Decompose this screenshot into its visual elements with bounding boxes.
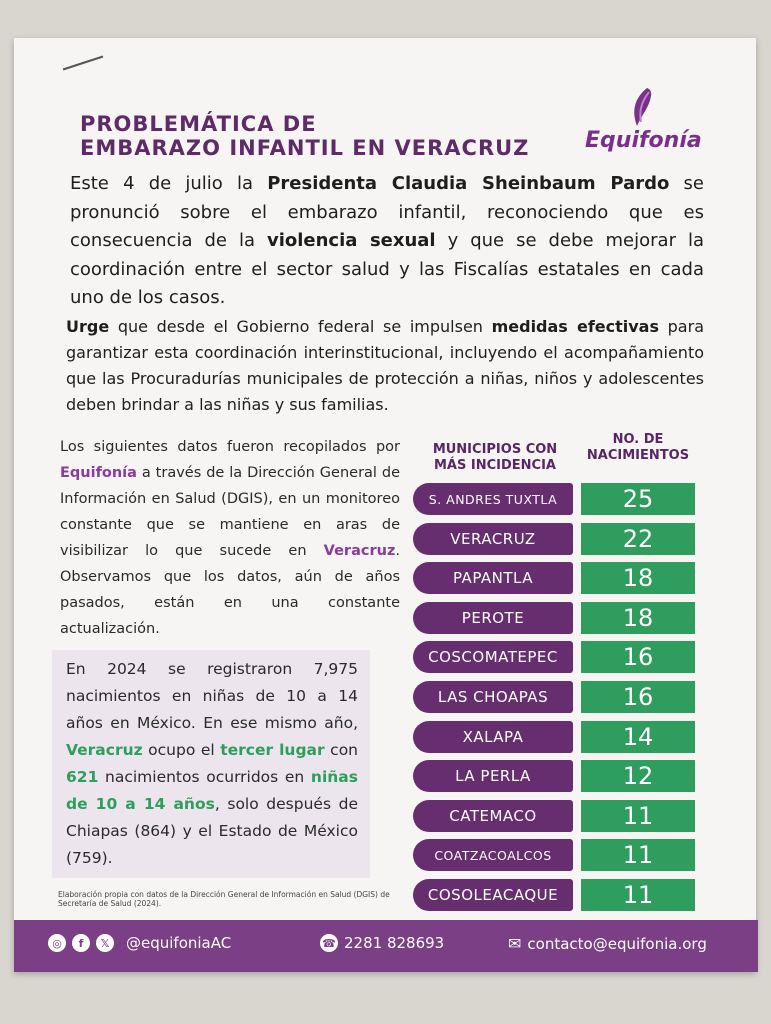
nacimientos-value: 16 [581, 641, 695, 673]
footer-bar [14, 920, 758, 972]
intro-paragraph [70, 170, 704, 313]
municipio-name: COATZACOALCOS [413, 839, 573, 871]
phone-group [320, 934, 444, 952]
table-row [413, 681, 697, 713]
table-row [413, 800, 697, 832]
logo-text: Equifonía [585, 128, 702, 153]
facebook-icon[interactable]: f [72, 934, 90, 952]
intro-bold-violence: violencia sexual [266, 230, 436, 251]
urge-text-1: que desde el Gobierno federal se impulsen [109, 317, 492, 336]
nacimientos-value: 18 [581, 562, 695, 594]
municipio-name: COSOLEACAQUE [413, 879, 573, 911]
header-municipios-line-1: MUNICIPIOS CON [432, 442, 558, 457]
box-text-1: En 2024 se registraron 7,975 nacimientos en niñas de 10 a 14 años en México. En ese mismo año, [66, 660, 358, 732]
nacimientos-value: 14 [581, 721, 695, 753]
datos-bold-equifonia: Equifonía [60, 465, 137, 481]
municipio-name: PAPANTLA [413, 562, 573, 594]
box-green-count: 621 [66, 768, 99, 786]
municipio-name: COSCOMATEPEC [413, 641, 573, 673]
header-municipios-line-2: MÁS INCIDENCIA [434, 458, 556, 473]
intro-text-1: Este 4 de julio la [70, 173, 268, 194]
datos-text-3: . Observamos que los datos, aún de años pasados, están en una constante actualización. [60, 543, 400, 637]
phone-icon: ☎ [320, 934, 338, 952]
table-row [413, 483, 697, 515]
table-row [413, 760, 697, 792]
box-text-3: con [324, 741, 358, 759]
municipio-name: LAS CHOAPAS [413, 681, 573, 713]
nacimientos-value: 25 [581, 483, 695, 515]
box-text-4: nacimientos ocurridos en [98, 768, 311, 786]
equifonia-logo [585, 86, 709, 164]
instagram-icon[interactable]: ◎ [48, 934, 66, 952]
title-line-2: EMBARAZO INFANTIL EN VERACRUZ [80, 136, 530, 160]
municipio-name: CATEMACO [413, 800, 573, 832]
x-icon[interactable]: 𝕏 [96, 934, 114, 952]
mail-icon: ✉ [508, 934, 522, 953]
box-green-place: tercer lugar [220, 741, 325, 759]
municipio-name: VERACRUZ [413, 523, 573, 555]
box-text-5: , solo después de Chiapas (864) y el Estado de México (759). [66, 795, 359, 867]
title-line-1: PROBLEMÁTICA DE [80, 112, 317, 136]
email-address[interactable]: contacto@equifonia.org [527, 934, 707, 953]
nacimientos-value: 11 [581, 839, 695, 871]
municipio-name: S. ANDRES TUXTLA [413, 483, 573, 515]
social-handle[interactable]: @equifoniaAC [126, 934, 232, 952]
urge-paragraph [66, 314, 704, 418]
phone-number[interactable]: 2281 828693 [344, 934, 445, 952]
box-text-2: ocupo el [142, 741, 221, 759]
nacimientos-value: 11 [581, 879, 695, 911]
urge-bold: Urge [66, 317, 110, 336]
flyer-title [80, 112, 529, 160]
table-row [413, 602, 697, 634]
table-row [413, 839, 697, 871]
municipio-name: PEROTE [413, 602, 573, 634]
table-row [413, 641, 697, 673]
intro-text-2: se pronunció sobre el embarazo infantil, reconociendo que es consecuencia de la [70, 173, 704, 251]
datos-paragraph [60, 434, 400, 642]
table-row [413, 879, 697, 911]
stats-box-text [66, 656, 358, 872]
municipio-name: LA PERLA [413, 760, 573, 792]
datos-text-2: a través de la Dirección General de Información en Salud (DGIS), en un monitoreo constante que se mantiene en aras de visibilizar lo que sucede en [60, 465, 400, 559]
stats-box [52, 650, 370, 878]
header-nacimientos [578, 432, 698, 464]
municipio-name: XALAPA [413, 721, 573, 753]
source-credit: Elaboración propia con datos de la Dirección General de Información en Salud (DGIS) de Secretaría de Salud (2024). [58, 890, 390, 908]
datos-text-1: Los siguientes datos fueron recopilados por [60, 439, 400, 455]
feather-logo-icon [627, 86, 657, 130]
box-green-veracruz: Veracruz [66, 741, 143, 759]
table-row [413, 721, 697, 753]
social-group [48, 934, 231, 952]
table-row [413, 562, 697, 594]
header-municipios [420, 442, 570, 474]
nacimientos-value: 22 [581, 523, 695, 555]
nacimientos-value: 18 [581, 602, 695, 634]
nacimientos-value: 12 [581, 760, 695, 792]
nacimientos-value: 16 [581, 681, 695, 713]
urge-text-2: para garantizar esta coordinación interinstitucional, incluyendo el acompañamiento que las Procuradurías municipales de protección a niñas, niños y adolescentes deben brindar a las niñas y sus familias. [66, 317, 704, 414]
datos-bold-veracruz: Veracruz [323, 543, 396, 559]
intro-bold-president: Presidenta Claudia Sheinbaum Pardo [267, 173, 670, 194]
urge-bold-measures: medidas efectivas [491, 317, 659, 336]
header-nacimientos-line-2: NACIMIENTOS [586, 448, 690, 463]
table-row [413, 523, 697, 555]
header-nacimientos-line-1: NO. DE [612, 432, 664, 447]
box-green-age: niñas de 10 a 14 años [66, 768, 358, 813]
nacimientos-value: 11 [581, 800, 695, 832]
email-group [508, 934, 707, 953]
intro-text-3: y que se debe mejorar la coordinación entre el sector salud y las Fiscalías estatales en cada uno de los casos. [70, 230, 704, 308]
